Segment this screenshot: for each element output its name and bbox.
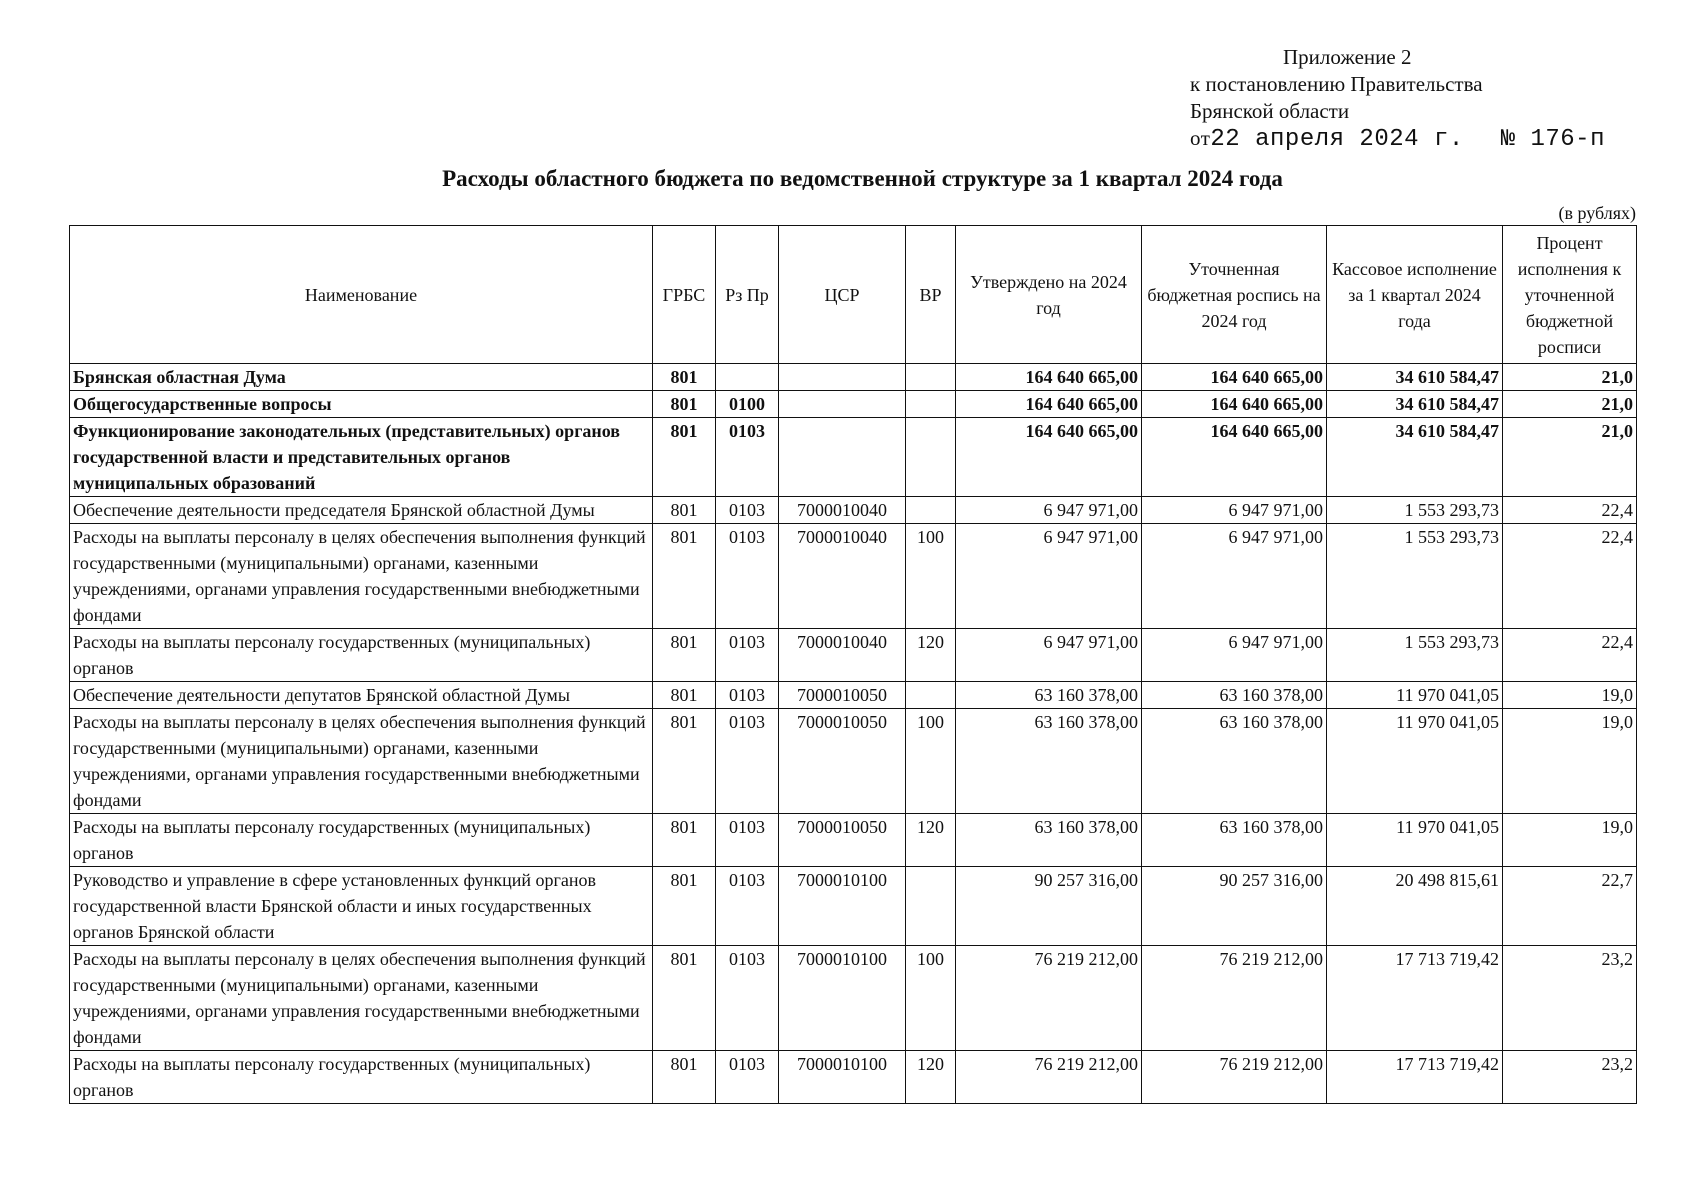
col-header-grbs: ГРБС [653, 226, 716, 364]
table-header-row [70, 226, 1637, 364]
cell-refined: 164 640 665,00 [1142, 391, 1327, 418]
document-title: Расходы областного бюджета по ведомственной структуре за 1 квартал 2024 года [442, 166, 1283, 191]
cell-percent: 23,2 [1503, 946, 1637, 1051]
cell-grbs: 801 [653, 418, 716, 497]
cell-rzpr: 0103 [716, 497, 779, 524]
cell-cash: 34 610 584,47 [1327, 364, 1503, 391]
cell-vr: 100 [906, 524, 956, 629]
cell-csr [779, 391, 906, 418]
col-header-csr: ЦСР [779, 226, 906, 364]
cell-grbs: 801 [653, 1051, 716, 1104]
cell-csr: 7000010040 [779, 497, 906, 524]
cell-rzpr: 0103 [716, 946, 779, 1051]
table-row [70, 867, 1637, 946]
cell-vr [906, 364, 956, 391]
cell-cash: 1 553 293,73 [1327, 524, 1503, 629]
cell-approved: 76 219 212,00 [956, 946, 1142, 1051]
appendix-line: Брянской области [1190, 99, 1350, 123]
cell-percent: 22,4 [1503, 524, 1637, 629]
cell-csr [779, 418, 906, 497]
cell-csr: 7000010040 [779, 524, 906, 629]
cell-approved: 63 160 378,00 [956, 709, 1142, 814]
cell-refined: 76 219 212,00 [1142, 946, 1327, 1051]
table-row [70, 682, 1637, 709]
cell-name: Обеспечение деятельности депутатов Брянской областной Думы [70, 682, 653, 709]
units-note: (в рублях) [1558, 203, 1636, 223]
cell-name: Расходы на выплаты персоналу в целях обеспечения выполнения функций государственными (муниципальными) органами, казенными учреждениями, органами управления государственными внебюджетными фондами [70, 946, 653, 1051]
col-header-name: Наименование [70, 226, 653, 364]
appendix-line: к постановлению Правительства [1190, 72, 1483, 96]
cell-vr: 120 [906, 814, 956, 867]
cell-name: Брянская областная Дума [70, 364, 653, 391]
cell-cash: 17 713 719,42 [1327, 1051, 1503, 1104]
cell-approved: 63 160 378,00 [956, 682, 1142, 709]
cell-approved: 90 257 316,00 [956, 867, 1142, 946]
cell-csr [779, 364, 906, 391]
cell-percent: 22,4 [1503, 497, 1637, 524]
cell-grbs: 801 [653, 364, 716, 391]
cell-grbs: 801 [653, 814, 716, 867]
table-row [70, 946, 1637, 1051]
cell-name: Руководство и управление в сфере установленных функций органов государственной власти Брянской области и иных государственных органов Брянской области [70, 867, 653, 946]
cell-refined: 63 160 378,00 [1142, 814, 1327, 867]
cell-percent: 23,2 [1503, 1051, 1637, 1104]
cell-cash: 11 970 041,05 [1327, 682, 1503, 709]
cell-rzpr [716, 364, 779, 391]
cell-refined: 6 947 971,00 [1142, 629, 1327, 682]
table-row [70, 709, 1637, 814]
budget-table-body [70, 364, 1637, 1104]
cell-refined: 164 640 665,00 [1142, 364, 1327, 391]
cell-refined: 6 947 971,00 [1142, 524, 1327, 629]
cell-approved: 6 947 971,00 [956, 629, 1142, 682]
cell-cash: 11 970 041,05 [1327, 814, 1503, 867]
col-header-rzpr: Рз Пр [716, 226, 779, 364]
cell-cash: 34 610 584,47 [1327, 391, 1503, 418]
col-header-percent: Процент исполнения к уточненной бюджетной росписи [1503, 226, 1637, 364]
budget-table [69, 225, 1637, 1104]
resolution-number: № 176-п [1500, 126, 1605, 153]
cell-name: Расходы на выплаты персоналу в целях обеспечения выполнения функций государственными (муниципальными) органами, казенными учреждениями, органами управления государственными внебюджетными фондами [70, 524, 653, 629]
cell-csr: 7000010050 [779, 709, 906, 814]
cell-cash: 34 610 584,47 [1327, 418, 1503, 497]
cell-vr: 100 [906, 709, 956, 814]
cell-grbs: 801 [653, 682, 716, 709]
cell-grbs: 801 [653, 709, 716, 814]
cell-name: Расходы на выплаты персоналу в целях обеспечения выполнения функций государственными (муниципальными) органами, казенными учреждениями, органами управления государственными внебюджетными фондами [70, 709, 653, 814]
table-row [70, 1051, 1637, 1104]
cell-cash: 11 970 041,05 [1327, 709, 1503, 814]
cell-name: Обеспечение деятельности председателя Брянской областной Думы [70, 497, 653, 524]
table-row [70, 524, 1637, 629]
appendix-header [1190, 44, 1605, 153]
table-row [70, 497, 1637, 524]
col-header-refined: Уточненная бюджетная роспись на 2024 год [1142, 226, 1327, 364]
cell-csr: 7000010100 [779, 1051, 906, 1104]
cell-refined: 63 160 378,00 [1142, 709, 1327, 814]
cell-csr: 7000010040 [779, 629, 906, 682]
table-row [70, 814, 1637, 867]
col-header-approved: Утверждено на 2024 год [956, 226, 1142, 364]
cell-rzpr: 0103 [716, 524, 779, 629]
cell-percent: 21,0 [1503, 364, 1637, 391]
col-header-cash: Кассовое исполнение за 1 квартал 2024 года [1327, 226, 1503, 364]
resolution-date: 22 апреля 2024 г. [1210, 126, 1464, 153]
cell-refined: 76 219 212,00 [1142, 1051, 1327, 1104]
cell-vr [906, 391, 956, 418]
cell-approved: 164 640 665,00 [956, 391, 1142, 418]
cell-approved: 164 640 665,00 [956, 418, 1142, 497]
cell-csr: 7000010100 [779, 867, 906, 946]
cell-rzpr: 0103 [716, 867, 779, 946]
cell-grbs: 801 [653, 867, 716, 946]
cell-refined: 6 947 971,00 [1142, 497, 1327, 524]
cell-approved: 63 160 378,00 [956, 814, 1142, 867]
cell-rzpr: 0103 [716, 709, 779, 814]
cell-percent: 21,0 [1503, 391, 1637, 418]
date-prefix: от [1190, 126, 1211, 150]
cell-vr [906, 682, 956, 709]
table-row [70, 418, 1637, 497]
cell-cash: 17 713 719,42 [1327, 946, 1503, 1051]
cell-name: Расходы на выплаты персоналу государственных (муниципальных) органов [70, 814, 653, 867]
cell-approved: 6 947 971,00 [956, 497, 1142, 524]
cell-csr: 7000010050 [779, 814, 906, 867]
cell-approved: 76 219 212,00 [956, 1051, 1142, 1104]
cell-percent: 19,0 [1503, 709, 1637, 814]
cell-cash: 1 553 293,73 [1327, 497, 1503, 524]
cell-refined: 63 160 378,00 [1142, 682, 1327, 709]
cell-rzpr: 0103 [716, 629, 779, 682]
cell-grbs: 801 [653, 524, 716, 629]
table-row [70, 364, 1637, 391]
cell-name: Расходы на выплаты персоналу государственных (муниципальных) органов [70, 629, 653, 682]
table-row [70, 391, 1637, 418]
cell-vr [906, 867, 956, 946]
cell-vr [906, 418, 956, 497]
cell-vr: 120 [906, 1051, 956, 1104]
cell-rzpr: 0100 [716, 391, 779, 418]
cell-rzpr: 0103 [716, 682, 779, 709]
cell-grbs: 801 [653, 629, 716, 682]
cell-cash: 20 498 815,61 [1327, 867, 1503, 946]
cell-grbs: 801 [653, 497, 716, 524]
cell-percent: 19,0 [1503, 814, 1637, 867]
cell-vr: 100 [906, 946, 956, 1051]
cell-grbs: 801 [653, 946, 716, 1051]
cell-percent: 22,4 [1503, 629, 1637, 682]
cell-vr [906, 497, 956, 524]
cell-percent: 22,7 [1503, 867, 1637, 946]
cell-rzpr: 0103 [716, 814, 779, 867]
appendix-date-line [1190, 125, 1605, 153]
cell-refined: 164 640 665,00 [1142, 418, 1327, 497]
cell-rzpr: 0103 [716, 1051, 779, 1104]
table-row [70, 629, 1637, 682]
cell-approved: 164 640 665,00 [956, 364, 1142, 391]
cell-grbs: 801 [653, 391, 716, 418]
cell-rzpr: 0103 [716, 418, 779, 497]
cell-percent: 21,0 [1503, 418, 1637, 497]
cell-name: Общегосударственные вопросы [70, 391, 653, 418]
cell-vr: 120 [906, 629, 956, 682]
cell-csr: 7000010050 [779, 682, 906, 709]
cell-refined: 90 257 316,00 [1142, 867, 1327, 946]
cell-percent: 19,0 [1503, 682, 1637, 709]
col-header-vr: ВР [906, 226, 956, 364]
cell-cash: 1 553 293,73 [1327, 629, 1503, 682]
cell-name: Функционирование законодательных (представительных) органов государственной власти и представительных органов муниципальных образований [70, 418, 653, 497]
cell-name: Расходы на выплаты персоналу государственных (муниципальных) органов [70, 1051, 653, 1104]
appendix-line: Приложение 2 [1283, 45, 1412, 69]
cell-approved: 6 947 971,00 [956, 524, 1142, 629]
cell-csr: 7000010100 [779, 946, 906, 1051]
